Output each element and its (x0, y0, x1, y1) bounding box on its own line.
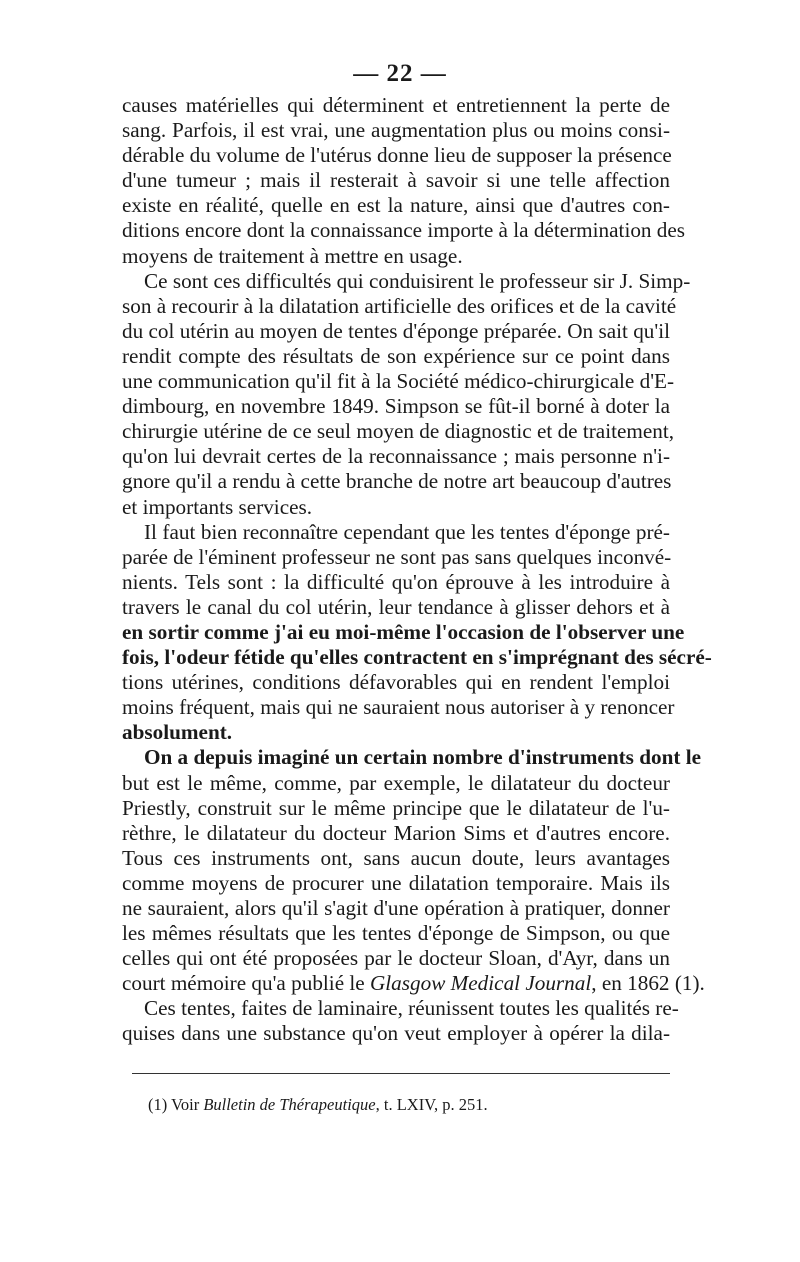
footnote-divider (132, 1073, 670, 1074)
text-line: qu'on lui devrait certes de la reconnaissance ; mais personne n'i- (122, 444, 670, 469)
text-line: rèthre, le dilatateur du docteur Marion Sims et d'autres encore. (122, 820, 670, 845)
text-line: ne sauraient, alors qu'il s'agit d'une opération à pratiquer, donner (122, 896, 670, 920)
text-line: causes matérielles qui déterminent et entretiennent la perte de (122, 93, 670, 117)
text-line: rendit compte des résultats de son expérience sur ce point dans (122, 343, 670, 368)
text-line: ditions encore dont la connaissance importe à la détermination des (122, 218, 686, 243)
text-line: son à recourir à la dilatation artificielle des orifices et de la cavité (122, 293, 677, 318)
text-segment: court mémoire qu'a publié le (122, 971, 370, 996)
text-line-with-citation (122, 971, 705, 996)
text-line: sang. Parfois, il est vrai, une augmentation plus ou moins consi- (122, 118, 670, 143)
text-line: en sortir comme j'ai eu moi-même l'occasion de l'observer une (122, 619, 685, 644)
text-line: existe en réalité, quelle en est la nature, ainsi que d'autres con- (122, 193, 670, 218)
text-line: moins fréquent, mais qui ne sauraient nous autoriser à y renoncer (122, 695, 675, 720)
text-line: nients. Tels sont : la difficulté qu'on éprouve à les introduire à (122, 569, 670, 594)
text-line: une communication qu'il fit à la Société médico-chirurgicale d'E- (122, 369, 675, 394)
text-line: celles qui ont été proposées par le docteur Sloan, d'Ayr, dans un (122, 946, 670, 971)
text-line: dimbourg, en novembre 1849. Simpson se fût-il borné à doter la (122, 394, 670, 419)
text-line: dérable du volume de l'utérus donne lieu de supposer la présence (122, 143, 672, 168)
text-line: les mêmes résultats que les tentes d'éponge de Simpson, ou que (122, 921, 670, 946)
text-line: On a depuis imaginé un certain nombre d'instruments dont le (144, 745, 702, 770)
text-line: travers le canal du col utérin, leur tendance à glisser dehors et à (122, 594, 670, 619)
text-line: du col utérin au moyen de tentes d'éponge préparée. On sait qu'il (122, 318, 670, 343)
text-line: chirurgie utérine de ce seul moyen de diagnostic et de traitement, (122, 419, 675, 444)
footnote-marker: (1) Voir (148, 1095, 204, 1114)
text-line: d'une tumeur ; mais il resterait à savoir si une telle affection (122, 168, 670, 193)
text-line: Ce sont ces difficultés qui conduisirent le professeur sir J. Simp- (144, 268, 691, 293)
text-line: Priestly, construit sur le même principe que le dilatateur de l'u- (122, 795, 670, 820)
text-line: tions utérines, conditions défavorables qui en rendent l'emploi (122, 670, 670, 695)
text-line: but est le même, comme, par exemple, le dilatateur du docteur (122, 770, 670, 795)
text-line: moyens de traitement à mettre en usage. (122, 243, 463, 268)
footnote-reference: , t. LXIV, p. 251. (375, 1095, 488, 1114)
text-line: et importants services. (122, 494, 313, 519)
text-line: quises dans une substance qu'on veut employer à opérer la dila- (122, 1021, 670, 1046)
text-line: absolument. (122, 720, 233, 745)
journal-title: Glasgow Medical Journal (369, 971, 592, 996)
footnote (148, 1095, 488, 1115)
text-line: comme moyens de procurer une dilatation temporaire. Mais ils (122, 870, 670, 895)
text-line: parée de l'éminent professeur ne sont pas sans quelques inconvé- (122, 544, 672, 569)
page-number: — 22 — (353, 60, 447, 87)
footnote-source-title: Bulletin de Thérapeutique (203, 1095, 376, 1114)
text-line: Il faut bien reconnaître cependant que les tentes d'éponge pré- (144, 519, 670, 544)
text-line: Ces tentes, faites de laminaire, réunissent toutes les qualités re- (144, 996, 679, 1021)
text-line: fois, l'odeur fétide qu'elles contractent en s'imprégnant des sécré- (122, 645, 712, 670)
body-text (122, 93, 712, 1047)
text-segment: , en 1862 (1). (591, 971, 705, 996)
text-line: gnore qu'il a rendu à cette branche de notre art beaucoup d'autres (122, 469, 672, 494)
text-line: Tous ces instruments ont, sans aucun doute, leurs avantages (122, 845, 670, 870)
